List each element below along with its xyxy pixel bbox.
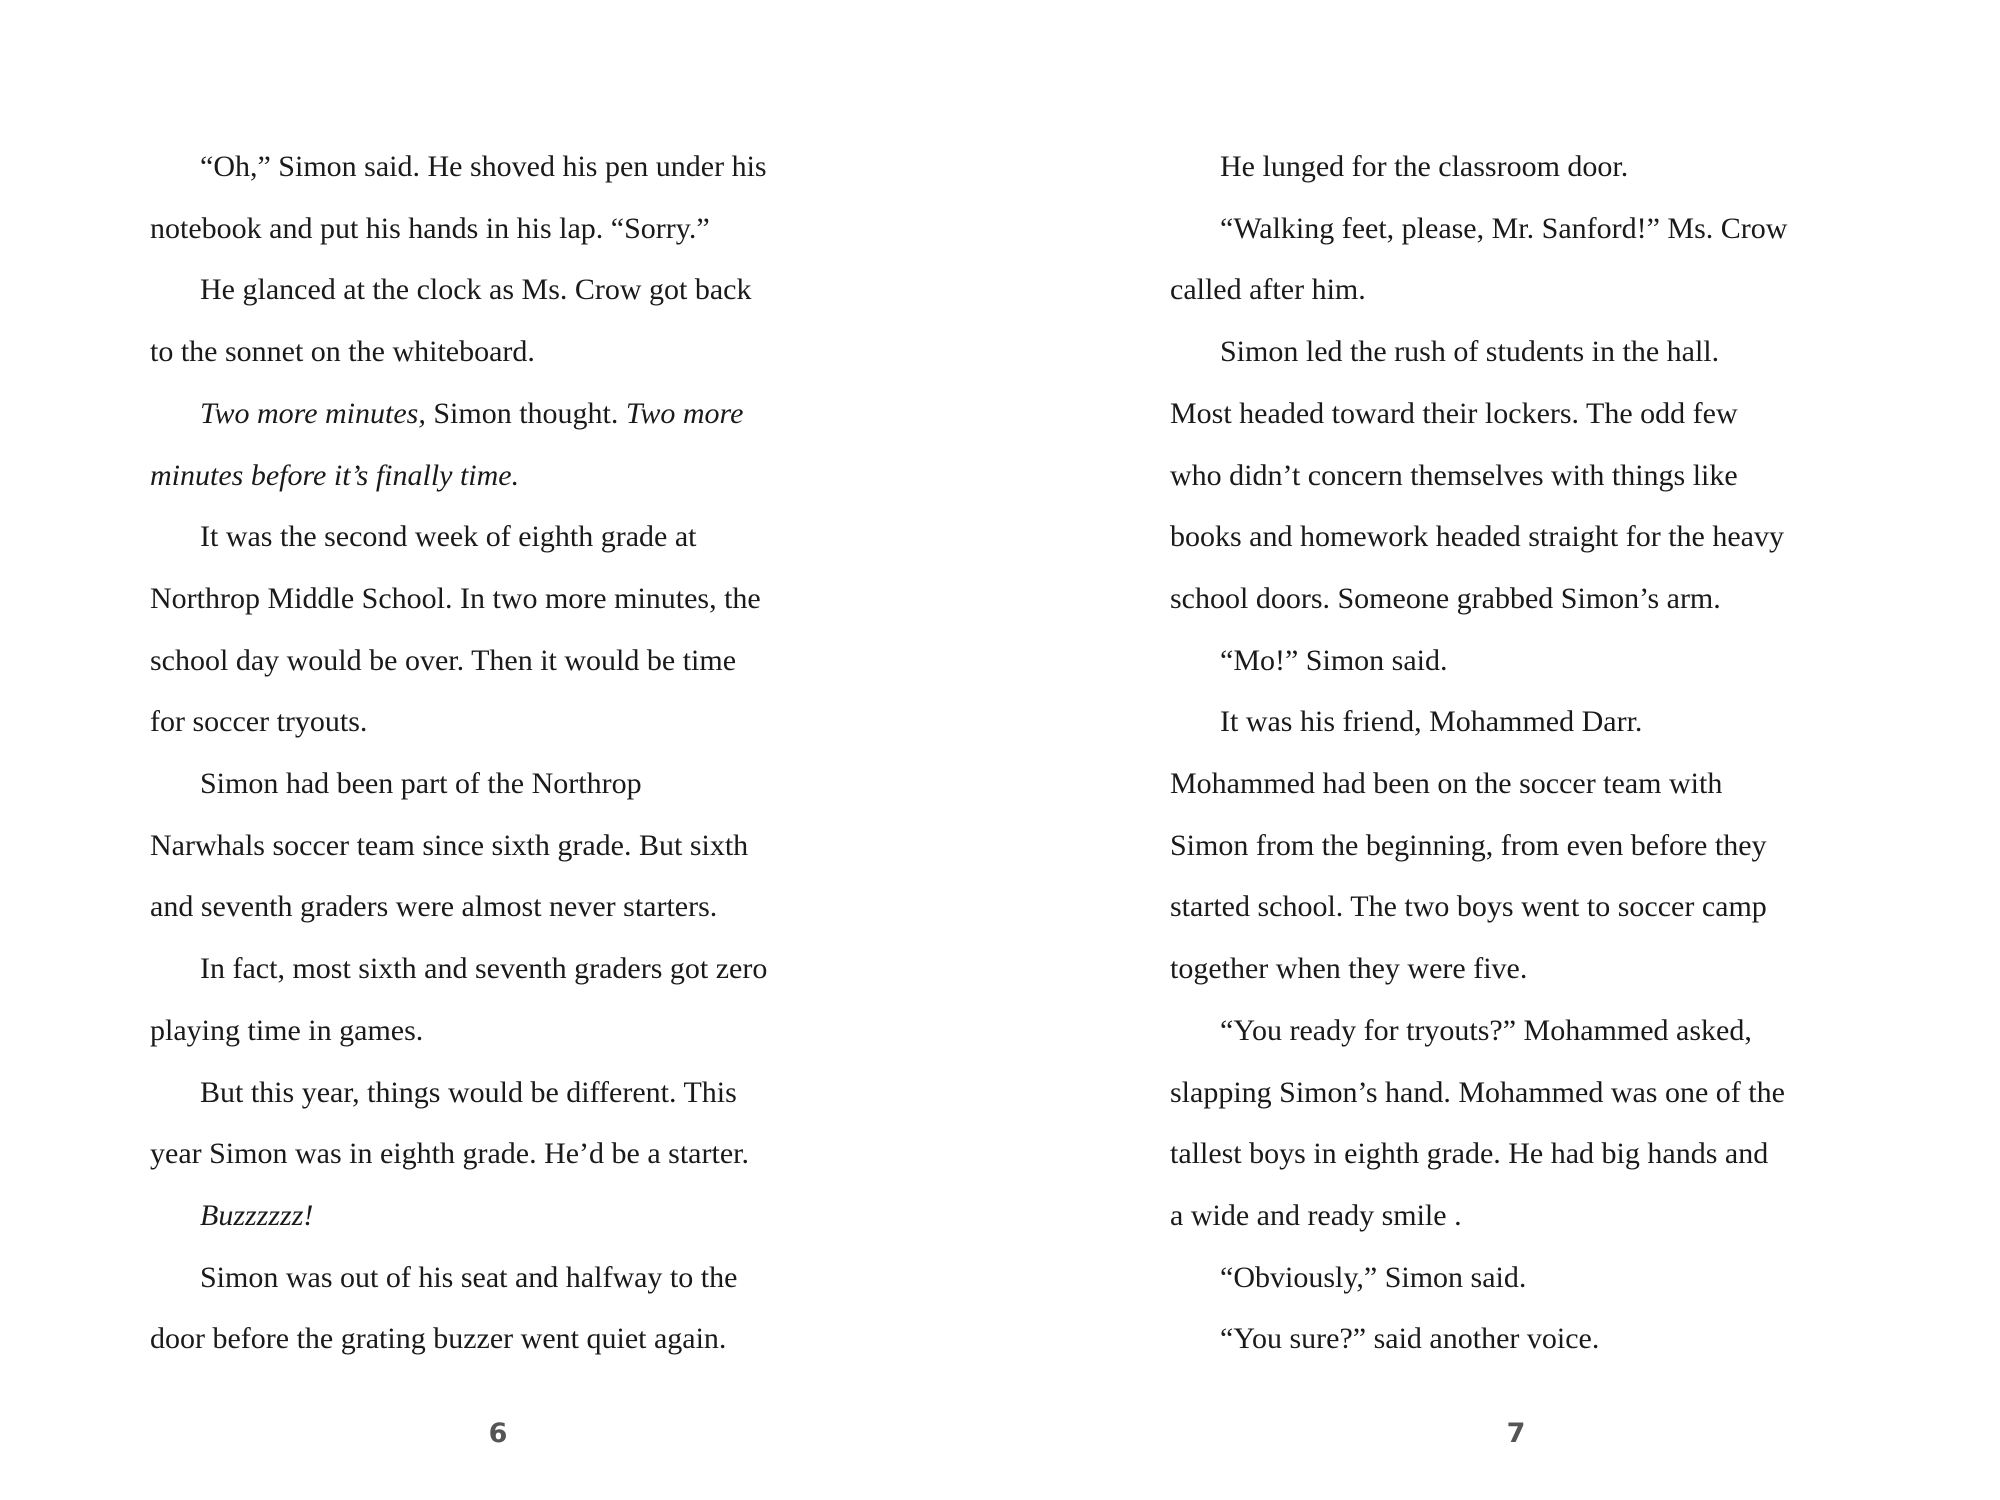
text-line: year Simon was in eighth grade. He’d be a starter. (150, 1137, 749, 1171)
text-line: Simon was out of his seat and halfway to the (200, 1260, 738, 1294)
text-line: But this year, things would be different. This (200, 1075, 737, 1109)
text-line: Simon led the rush of students in the hall. (1220, 335, 1720, 369)
text-line: door before the grating buzzer went quiet again. (150, 1322, 727, 1356)
text-line: school day would be over. Then it would be time (150, 643, 737, 677)
right-page (1000, 0, 2000, 1500)
text-line: It was his friend, Mohammed Darr. (1220, 705, 1643, 739)
text-line: Mohammed had been on the soccer team with (1170, 767, 1723, 801)
left-page-text (150, 136, 860, 1370)
italic-text: Two more minutes, (200, 396, 426, 430)
text-line: Simon from the beginning, from even before they (1170, 828, 1767, 862)
text-line: Narwhals soccer team since sixth grade. But sixth (150, 828, 749, 862)
text-line: He lunged for the classroom door. (1220, 150, 1629, 183)
text-line: Northrop Middle School. In two more minutes, the (150, 581, 761, 615)
right-page-text (1170, 136, 1880, 1370)
text-line: “Oh,” Simon said. He shoved his pen under his (200, 150, 767, 183)
text-line: “Mo!” Simon said. (1220, 643, 1448, 677)
text-line: for soccer tryouts. (150, 705, 368, 739)
text-line (150, 445, 860, 507)
text-line: playing time in games. (150, 1013, 424, 1047)
text-line: notebook and put his hands in his lap. “Sorry.” (150, 211, 710, 245)
text-line: school doors. Someone grabbed Simon’s arm. (1170, 581, 1721, 615)
text-line: It was the second week of eighth grade at (200, 520, 697, 554)
text-line: books and homework headed straight for the heavy (1170, 520, 1784, 554)
text-line: together when they were five. (1170, 952, 1528, 986)
text-line: started school. The two boys went to soccer camp (1170, 890, 1767, 924)
text-line: He glanced at the clock as Ms. Crow got back (200, 273, 752, 307)
text-line: to the sonnet on the whiteboard. (150, 335, 535, 369)
italic-text: minutes before it’s finally time. (150, 458, 520, 492)
text-line (150, 383, 860, 445)
text-line: slapping Simon’s hand. Mohammed was one of the (1170, 1075, 1785, 1109)
text-line: Most headed toward their lockers. The odd few (1170, 396, 1738, 430)
text-line: “You ready for tryouts?” Mohammed asked, (1220, 1013, 1752, 1047)
text-line (150, 1185, 860, 1247)
text-line: tallest boys in eighth grade. He had big hands and (1170, 1137, 1769, 1171)
text-line: who didn’t concern themselves with things like (1170, 458, 1738, 492)
text-line: “Obviously,” Simon said. (1220, 1260, 1527, 1294)
italic-text: Two more (625, 396, 744, 430)
text-line: “You sure?” said another voice. (1220, 1322, 1600, 1356)
text-line: Simon had been part of the Northrop (200, 767, 642, 801)
text-line: and seventh graders were almost never starters. (150, 890, 718, 924)
text-line: “Walking feet, please, Mr. Sanford!” Ms. Crow (1220, 211, 1788, 245)
page-number-right: 7 (1506, 1418, 1526, 1449)
text-line: a wide and ready smile . (1170, 1198, 1462, 1232)
italic-text: Buzzzzzz! (200, 1198, 314, 1232)
text-run: Simon thought. (425, 396, 626, 430)
text-line: In fact, most sixth and seventh graders got zero (200, 952, 768, 986)
page-number-left: 6 (488, 1418, 508, 1449)
text-line: called after him. (1170, 273, 1366, 307)
